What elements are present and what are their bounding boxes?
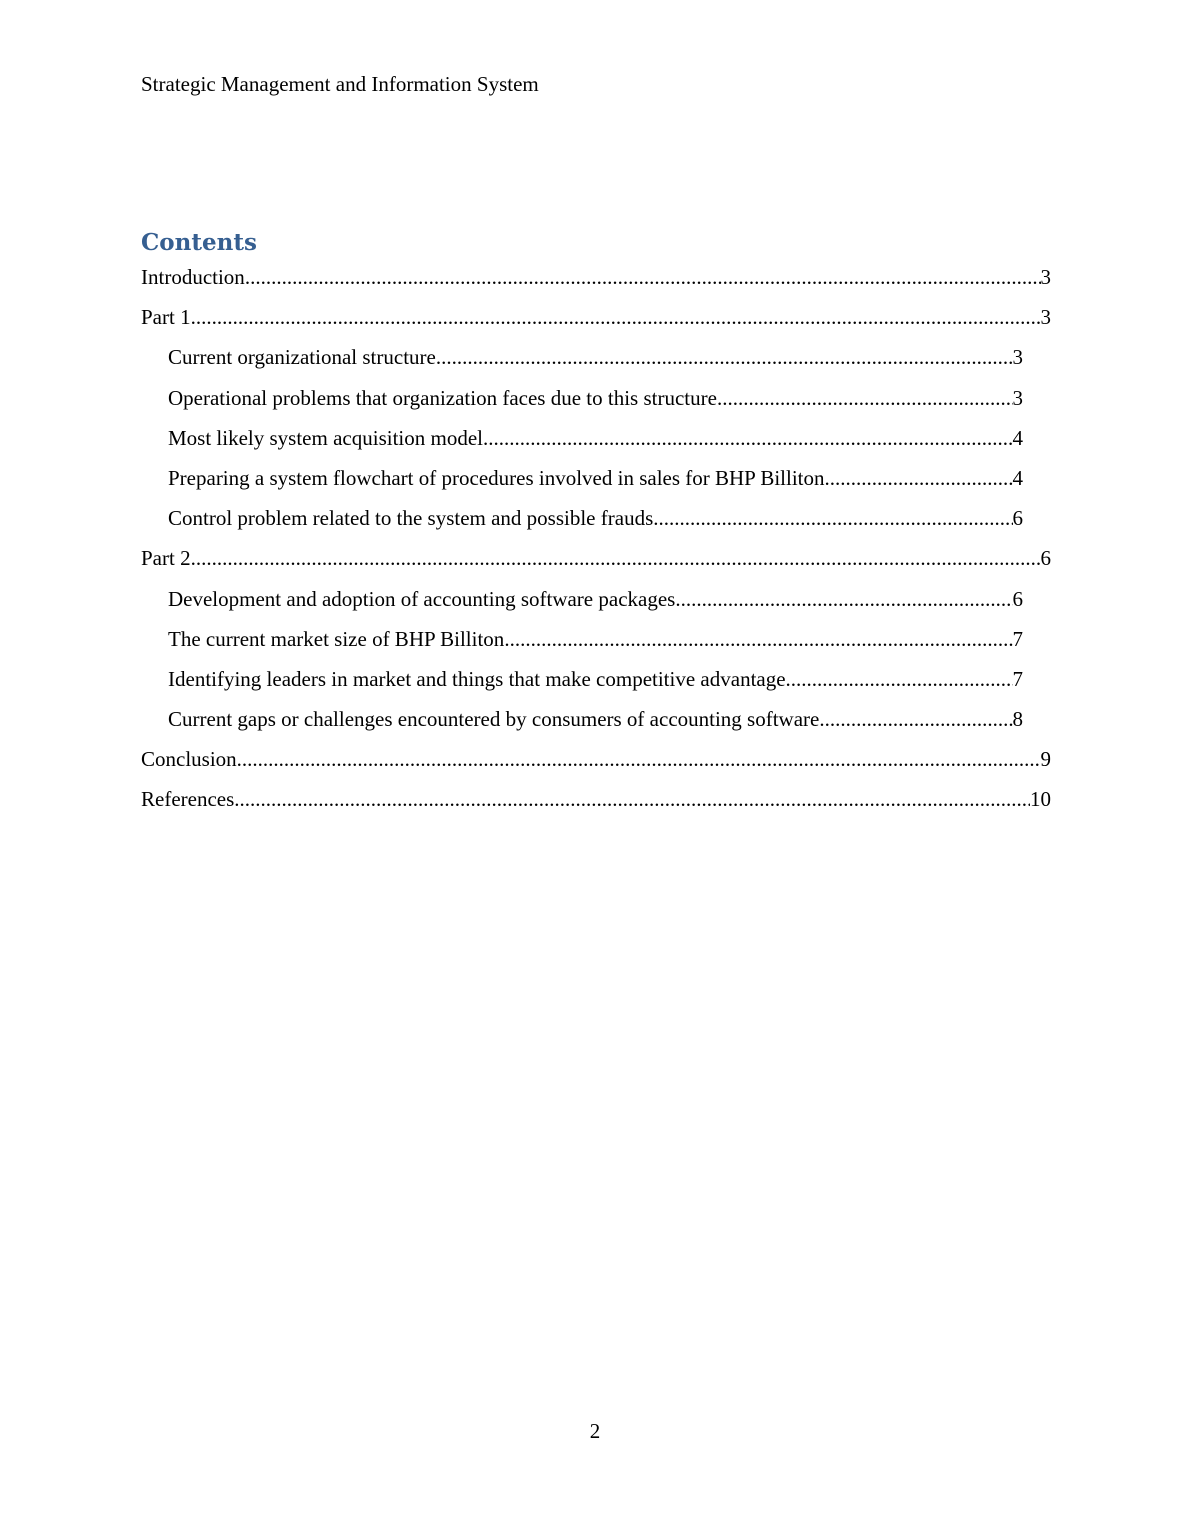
toc-entry-title: Current organizational structure — [168, 345, 436, 370]
toc-dot-leader — [191, 544, 1041, 572]
toc-dot-leader — [237, 745, 1041, 773]
toc-dot-leader — [436, 343, 1013, 371]
toc-entry-system-flowchart[interactable] — [168, 464, 1023, 504]
toc-entry-title: The current market size of BHP Billiton — [168, 626, 505, 651]
toc-dot-leader — [825, 464, 1013, 492]
toc-entry-references[interactable] — [141, 785, 1051, 825]
toc-entry-page: 9 — [1040, 747, 1051, 772]
toc-entry-conclusion[interactable] — [141, 745, 1051, 785]
toc-entry-part-2[interactable] — [141, 544, 1051, 584]
toc-entry-page: 10 — [1030, 787, 1051, 812]
toc-entry-page: 6 — [1012, 506, 1023, 531]
toc-entry-page: 4 — [1012, 465, 1023, 490]
toc-dot-leader — [483, 424, 1013, 452]
toc-entry-title: Current gaps or challenges encountered by consumers of accounting software — [168, 707, 820, 732]
toc-dot-leader — [234, 785, 1030, 813]
toc-entry-title: Preparing a system flowchart of procedures involved in sales for BHP Billiton — [168, 465, 825, 490]
toc-entry-page: 6 — [1040, 546, 1051, 571]
toc-entry-title: Identifying leaders in market and things that make competitive advantage — [168, 666, 786, 691]
toc-dot-leader — [675, 585, 1012, 613]
toc-dot-leader — [786, 665, 1013, 693]
toc-entry-page: 7 — [1012, 666, 1023, 691]
toc-dot-leader — [245, 263, 1041, 291]
toc-entry-system-acquisition-model[interactable] — [168, 424, 1023, 464]
toc-entry-current-gaps[interactable] — [168, 705, 1023, 745]
toc-heading: Contents — [141, 229, 257, 256]
toc-entry-page: 3 — [1012, 345, 1023, 370]
toc-entry-market-size[interactable] — [168, 625, 1023, 665]
toc-dot-leader — [819, 705, 1012, 733]
toc-entry-page: 3 — [1040, 265, 1051, 289]
toc-entry-market-leaders[interactable] — [168, 665, 1023, 705]
toc-entry-page: 7 — [1012, 626, 1023, 651]
toc-entry-title: Control problem related to the system and possible frauds — [168, 506, 654, 531]
toc-entry-page: 6 — [1012, 586, 1023, 611]
toc-entry-title: References — [141, 787, 235, 812]
toc-entry-title: Part 1 — [141, 305, 191, 330]
toc-entry-title: Part 2 — [141, 546, 191, 571]
toc-dot-leader — [191, 303, 1041, 331]
page-header: Strategic Management and Information System — [141, 72, 539, 96]
toc-dot-leader — [504, 625, 1012, 653]
toc-entry-page: 4 — [1012, 425, 1023, 450]
table-of-contents — [141, 263, 1051, 826]
toc-entry-title: Development and adoption of accounting software packages — [168, 586, 676, 611]
toc-entry-introduction[interactable] — [141, 263, 1051, 303]
toc-entry-title: Introduction — [141, 265, 245, 289]
toc-entry-operational-problems[interactable] — [168, 384, 1023, 424]
toc-entry-current-organizational-structure[interactable] — [168, 343, 1023, 383]
toc-entry-title: Most likely system acquisition model — [168, 425, 483, 450]
toc-entry-page: 3 — [1040, 305, 1051, 330]
toc-entry-title: Operational problems that organization faces due to this structure — [168, 385, 717, 410]
toc-entry-page: 3 — [1012, 385, 1023, 410]
toc-entry-title: Conclusion — [141, 747, 237, 772]
toc-entry-control-problem[interactable] — [168, 504, 1023, 544]
page-number: 2 — [589, 1419, 601, 1443]
toc-dot-leader — [717, 384, 1013, 412]
toc-entry-accounting-software-packages[interactable] — [168, 585, 1023, 625]
toc-dot-leader — [653, 504, 1012, 532]
toc-entry-part-1[interactable] — [141, 303, 1051, 343]
toc-entry-page: 8 — [1012, 707, 1023, 732]
